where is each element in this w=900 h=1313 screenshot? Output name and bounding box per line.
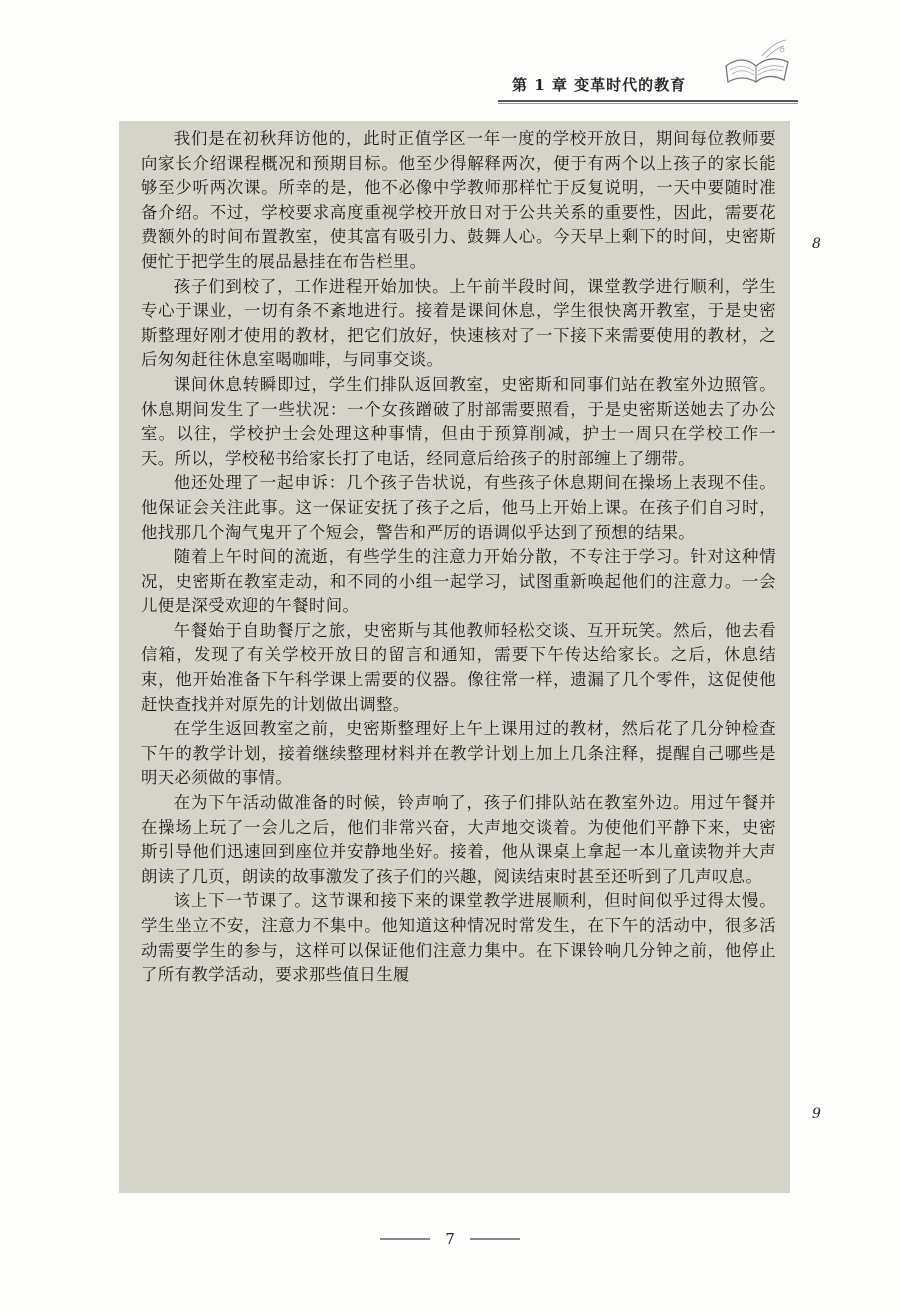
margin-page-number: 9: [812, 1106, 821, 1122]
page-number: 7: [445, 1230, 455, 1248]
paragraph: 该上下一节课了。这节课和接下来的课堂教学进展顺利，但时间似乎过得太慢。学生坐立不安，注意力不集中。他知道这种情况时常发生，在下午的活动中，很多活动需要学生的参与，这样可以保证他们注意力集中。在下课铃响几分钟之前，他停止了所有教学活动，要求那些值日生履: [141, 891, 776, 985]
paragraph: 在学生返回教室之前，史密斯整理好上午上课用过的教材，然后花了几分钟检查下午的教学计划，接着继续整理材料并在教学计划上加上几条注释，提醒自己哪些是明天必须做的事情。: [141, 719, 776, 788]
paragraph: 我们是在初秋拜访他的，此时正值学区一年一度的学校开放日，期间每位教师要向家长介绍课程概况和预期目标。他至少得解释两次，便于有两个以上孩子的家长能够至少听两次课。所幸的是，他不必像中学教师那样忙于反复说明，一天中要随时准备介绍。不过，学校要求高度重视学校开放日对于公共关系的重要性，因此，需要花费额外的时间布置教室，使其富有吸引力、鼓舞人心。今天早上剩下的时间，史密斯便忙于把学生的展品悬挂在布告栏里。: [141, 129, 776, 271]
footer-ornament-right: [470, 1238, 520, 1240]
paragraph: 他还处理了一起申诉：几个孩子告状说，有些孩子休息期间在操场上表现不佳。他保证会关注此事。这一保证安抚了孩子之后，他马上开始上课。在孩子们自习时，他找那几个淘气鬼开了个短会，警告和严厉的语调似乎达到了预想的结果。: [141, 473, 776, 542]
body-text: [119, 121, 790, 1193]
paragraph: 随着上午时间的流逝，有些学生的注意力开始分散，不专注于学习。针对这种情况，史密斯在教室走动，和不同的小组一起学习，试图重新唤起他们的注意力。一会儿便是深受欢迎的午餐时间。: [141, 547, 776, 616]
margin-page-number: 8: [812, 236, 821, 252]
open-book-icon: [722, 36, 792, 88]
chapter-title: 第 1 章 变革时代的教育: [512, 76, 687, 94]
header-rule: [498, 100, 798, 102]
paragraph: 课间休息转瞬即过，学生们排队返回教室，史密斯和同事们站在教室外边照管。休息期间发生了一些状况：一个女孩蹭破了肘部需要照看，于是史密斯送她去了办公室。以往，学校护士会处理这种事情，但由于预算削减，护士一周只在学校工作一天。所以，学校秘书给家长打了电话，经同意后给孩子的肘部缠上了绷带。: [141, 374, 776, 468]
paragraph: 在为下午活动做准备的时候，铃声响了，孩子们排队站在教室外边。用过午餐并在操场上玩了一会儿之后，他们非常兴奋，大声地交谈着。为使他们平静下来，史密斯引导他们迅速回到座位并安静地坐好。接着，他从课桌上拿起一本儿童读物并大声朗读了几页，朗读的故事激发了孩子们的兴趣，阅读结束时甚至还听到了几声叹息。: [141, 793, 776, 886]
page-footer: [380, 1230, 520, 1250]
header-rule-thin: [498, 103, 798, 104]
paragraph: 孩子们到校了，工作进程开始加快。上午前半段时间，课堂教学进行顺利，学生专心于课业，一切有条不紊地进行。接着是课间休息，学生很快离开教室，于是史密斯整理好刚才使用的教材，把它们放好，快速核对了一下接下来需要使用的教材，之后匆匆赶往休息室喝咖啡，与同事交谈。: [141, 276, 776, 370]
paragraph: 午餐始于自助餐厅之旅，史密斯与其他教师轻松交谈、互开玩笑。然后，他去看信箱，发现了有关学校开放日的留言和通知，需要下午传达给家长。之后，休息结束，他开始准备下午科学课上需要的仪器。像往常一样，遗漏了几个零件，这促使他赶快查找并对原先的计划做出调整。: [141, 620, 776, 714]
